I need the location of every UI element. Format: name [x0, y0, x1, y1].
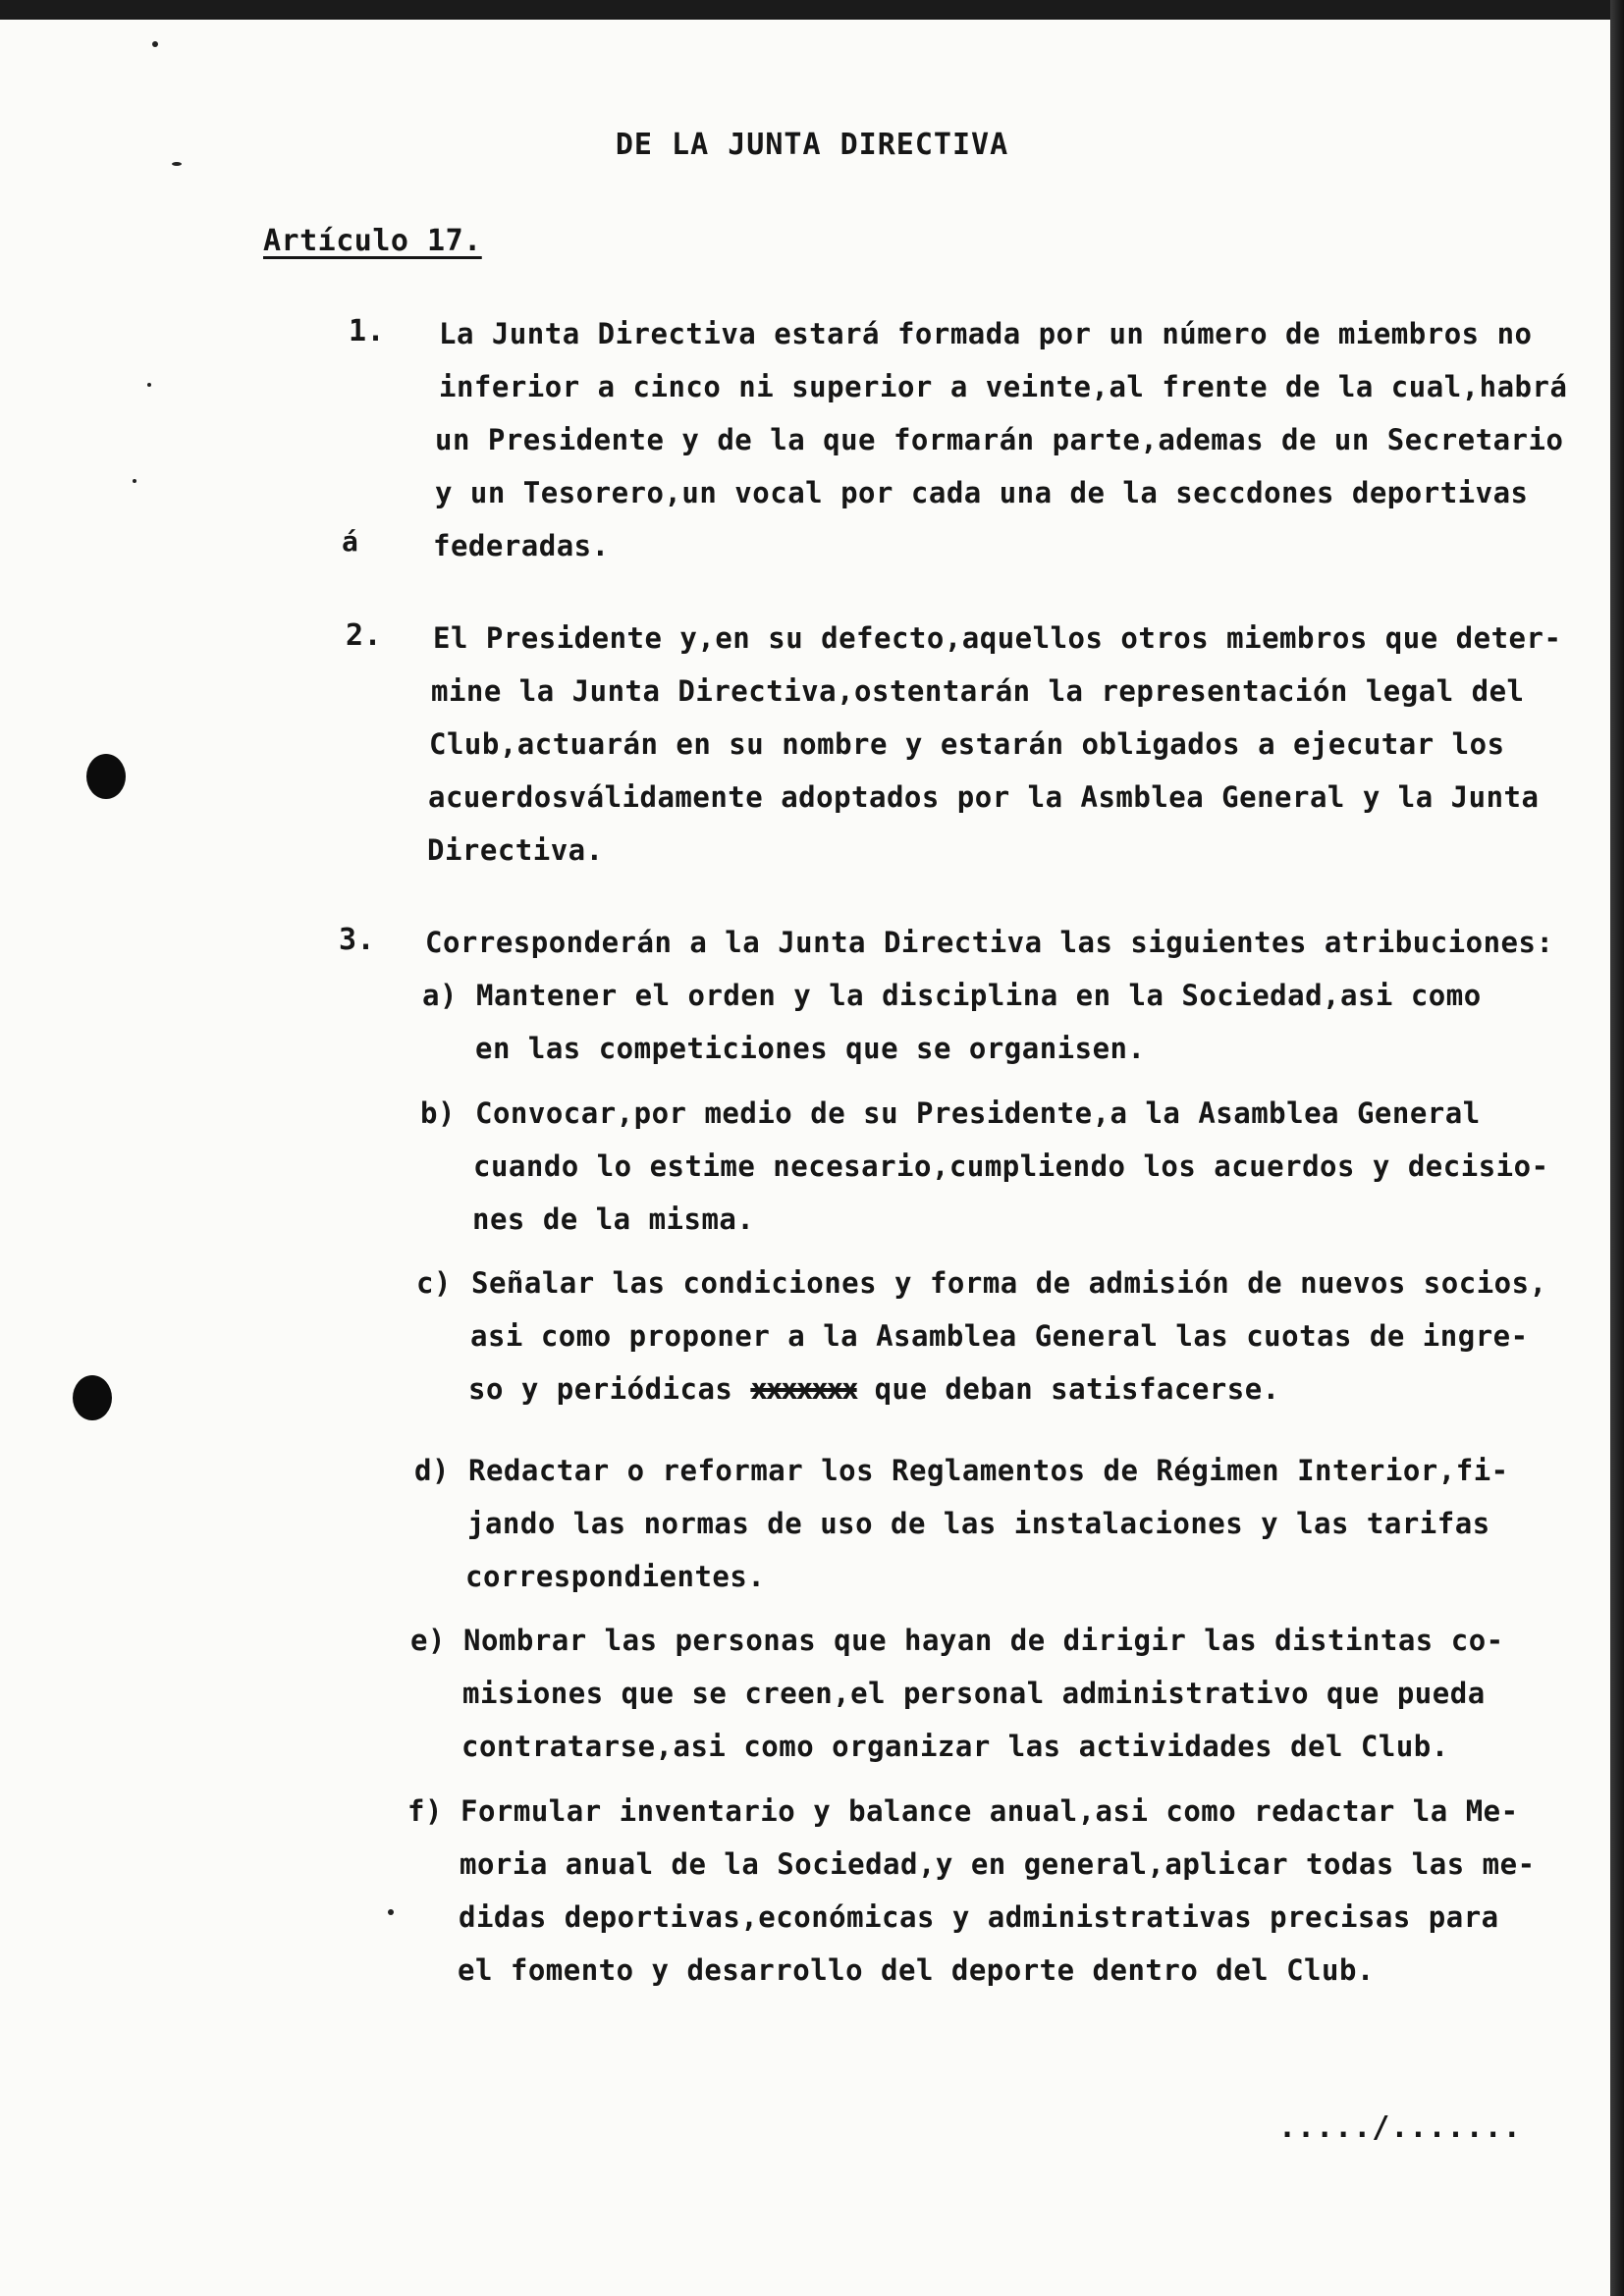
- paper-sheet: [0, 20, 1610, 2296]
- scan-edge-shadow: [1610, 0, 1624, 2296]
- text-line: acuerdosválidamente adoptados por la Asmblea General y la Junta: [428, 780, 1540, 814]
- margin-mark: á: [342, 525, 359, 558]
- text-line: mine la Junta Directiva,ostentarán la representación legal del: [431, 674, 1525, 708]
- text-line: el fomento y desarrollo del deporte dentro del Club.: [458, 1953, 1375, 1987]
- article-heading: Artículo 17.: [263, 224, 482, 258]
- text-line: y un Tesorero,un vocal por cada una de la seccdones deportivas: [435, 476, 1529, 509]
- text-line: didas deportivas,económicas y administrativas precisas para: [459, 1900, 1499, 1934]
- subitem-letter: e): [410, 1624, 446, 1657]
- text-line: Club,actuarán en su nombre y estarán obligados a ejecutar los: [429, 727, 1505, 761]
- text-line: cuando lo estime necesario,cumpliendo los acuerdos y decisio-: [473, 1149, 1549, 1183]
- subitem-letter: f): [407, 1794, 443, 1828]
- text-line: en las competiciones que se organisen.: [475, 1032, 1146, 1065]
- text-line: federadas.: [433, 529, 610, 562]
- page-continuation-mark: ...../.......: [1278, 2110, 1522, 2145]
- text-line: nes de la misma.: [472, 1202, 755, 1236]
- item-number: 2.: [346, 618, 383, 653]
- item-number: 3.: [339, 923, 376, 957]
- struck-out-text: xxxxxxx: [750, 1372, 857, 1406]
- text-line: moria anual de la Sociedad,y en general,aplicar todas las me-: [460, 1847, 1536, 1881]
- text-line: jando las normas de uso de las instalaciones y las tarifas: [467, 1507, 1490, 1540]
- subitem-letter: d): [414, 1454, 450, 1487]
- text-line: Directiva.: [427, 833, 604, 867]
- text-line: correspondientes.: [465, 1560, 766, 1593]
- text-line: Mantener el orden y la disciplina en la Sociedad,asi como: [476, 979, 1482, 1012]
- text-line: misiones que se creen,el personal administrativo que pueda: [462, 1677, 1486, 1710]
- item-number: 1.: [349, 314, 386, 348]
- text-line: inferior a cinco ni superior a veinte,al frente de la cual,habrá: [439, 370, 1568, 403]
- text-line: La Junta Directiva estará formada por un número de miembros no: [439, 317, 1533, 350]
- text-line: Formular inventario y balance anual,asi como redactar la Me-: [460, 1794, 1519, 1828]
- text-line: asi como proponer a la Asamblea General las cuotas de ingre-: [470, 1319, 1529, 1353]
- document: [0, 20, 1610, 2296]
- text-line: Redactar o reformar los Reglamentos de Régimen Interior,fi-: [468, 1454, 1509, 1487]
- subitem-letter: a): [422, 979, 458, 1012]
- text-fragment: so y periódicas: [468, 1372, 733, 1406]
- text-line: Corresponderán a la Junta Directiva las siguientes atribuciones:: [425, 926, 1554, 959]
- subitem-letter: b): [420, 1096, 456, 1130]
- text-line: un Presidente y de la que formarán parte,ademas de un Secretario: [435, 423, 1564, 456]
- document-title: DE LA JUNTA DIRECTIVA: [615, 128, 1009, 162]
- text-line: Convocar,por medio de su Presidente,a la Asamblea General: [475, 1096, 1481, 1130]
- subitem-letter: c): [416, 1266, 452, 1300]
- text-line: [468, 1372, 1280, 1406]
- text-line: Señalar las condiciones y forma de admisión de nuevos socios,: [471, 1266, 1547, 1300]
- text-line: contratarse,asi como organizar las actividades del Club.: [461, 1730, 1449, 1763]
- text-line: El Presidente y,en su defecto,aquellos otros miembros que deter-: [433, 621, 1562, 655]
- text-line: Nombrar las personas que hayan de dirigir las distintas co-: [463, 1624, 1504, 1657]
- text-fragment: que deban satisfacerse.: [874, 1372, 1280, 1406]
